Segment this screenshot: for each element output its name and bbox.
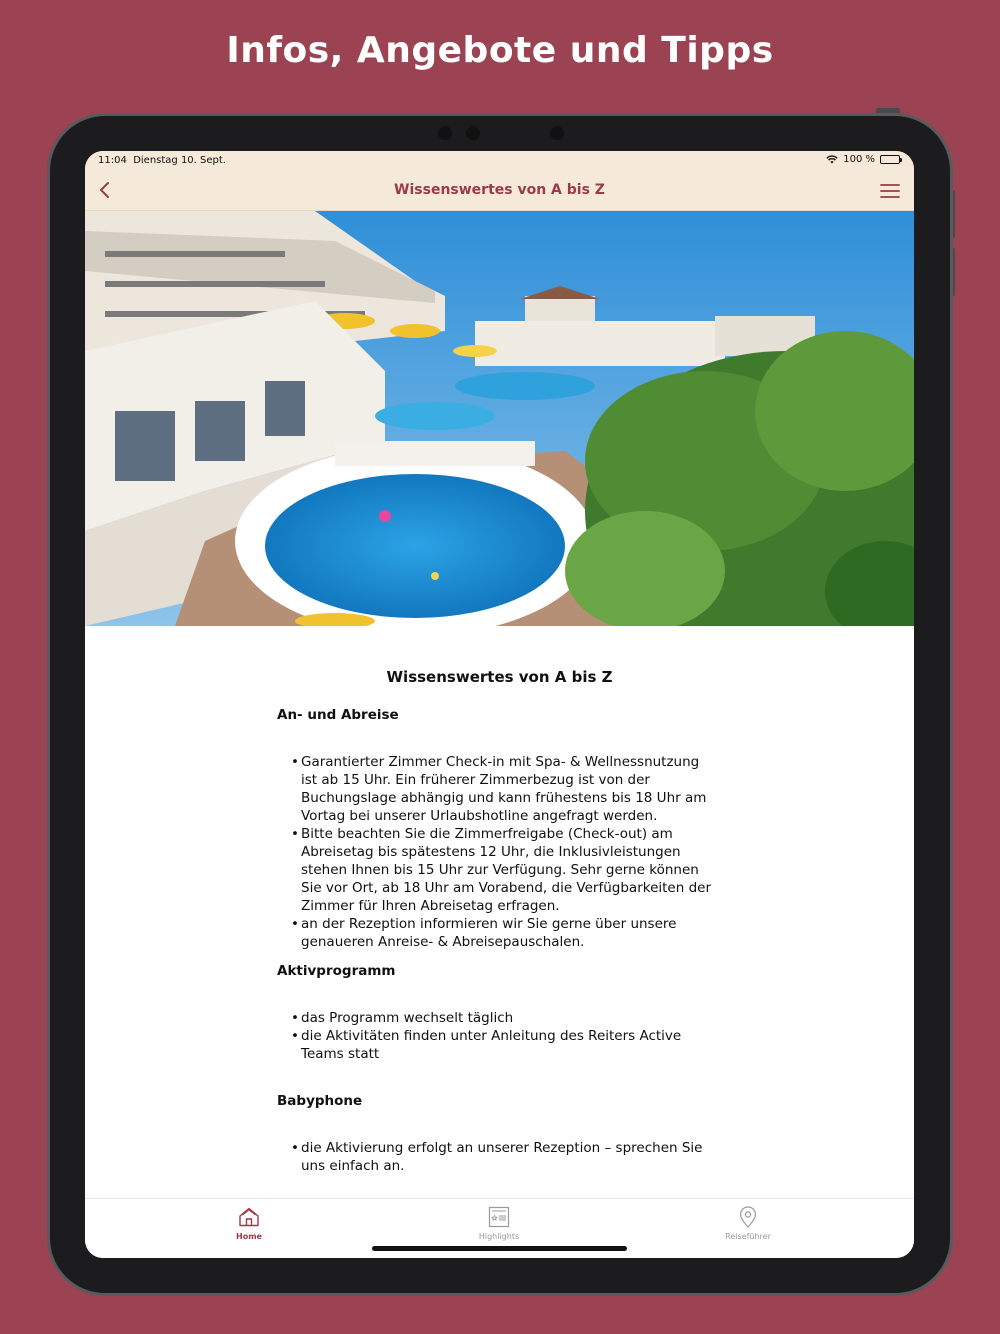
list-item: • an der Rezeption informieren wir Sie gerne über unsere genaueren Anreise- & Abreisepauschalen. [289,915,717,951]
camera-sensor [550,126,564,140]
camera-sensor [438,126,452,140]
chevron-left-icon[interactable] [93,178,117,202]
section-list [289,1139,717,1175]
home-indicator[interactable] [372,1246,627,1251]
camera-sensor [466,126,480,140]
map-pin-icon [736,1205,760,1229]
status-bar [85,151,914,171]
hamburger-menu-icon[interactable] [878,179,902,203]
tab-highlights[interactable] [439,1205,559,1241]
battery-icon [880,155,900,164]
section-list [289,1009,717,1063]
status-time: 11:04 Dienstag 10. Sept. [98,155,226,166]
hotel-pool-terrace-photo [85,211,914,626]
section-heading: Aktivprogramm [277,963,396,979]
nav-bar [85,171,914,211]
section-heading: An- und Abreise [277,707,399,723]
tab-label: Reiseführer [725,1232,771,1241]
article-scroll-area[interactable] [85,626,914,1198]
article-body [277,706,717,1175]
promo-headline: Infos, Angebote und Tipps [226,30,774,71]
tab-home[interactable] [189,1205,309,1241]
list-item: • die Aktivierung erfolgt an unserer Rezeption – sprechen Sie uns einfach an. [289,1139,717,1175]
list-item: • Bitte beachten Sie die Zimmerfreigabe (Check-out) am Abreisetag bis spätestens 12 Uhr, die Inklusivleistungen stehen Ihnen bis 15 Uhr zur Verfügung. Sehr gerne können Sie vor Ort, ab 18 Uhr am Vorabend, die Verfügbarkeiten der Zimmer für Ihren Abreisetag erfragen. [289,825,717,915]
app-screen [85,151,914,1258]
battery-percent: 100 % [843,154,875,165]
article-title: Wissenswertes von A bis Z [386,668,613,686]
list-item: • das Programm wechselt täglich [289,1009,717,1027]
section-heading: Babyphone [277,1093,363,1109]
list-item: • Garantierter Zimmer Check-in mit Spa- & Wellnessnutzung ist ab 15 Uhr. Ein früherer Zimmerbezug ist von der Buchungslage abhängig und kann frühestens bis 18 Uhr am Vortag bei unserer Urlaubshotline angefragt werden. [289,753,717,825]
highlights-card-icon [487,1205,511,1229]
section-list [289,753,717,951]
tab-label: Highlights [478,1232,520,1241]
tab-label: Home [236,1232,262,1241]
page-title: Wissenswertes von A bis Z [394,182,605,198]
tab-reisefuehrer[interactable] [688,1205,808,1241]
status-indicators [826,154,900,165]
list-item: • die Aktivitäten finden unter Anleitung des Reiters Active Teams statt [289,1027,717,1063]
house-icon [237,1205,261,1229]
wifi-icon [826,155,838,164]
